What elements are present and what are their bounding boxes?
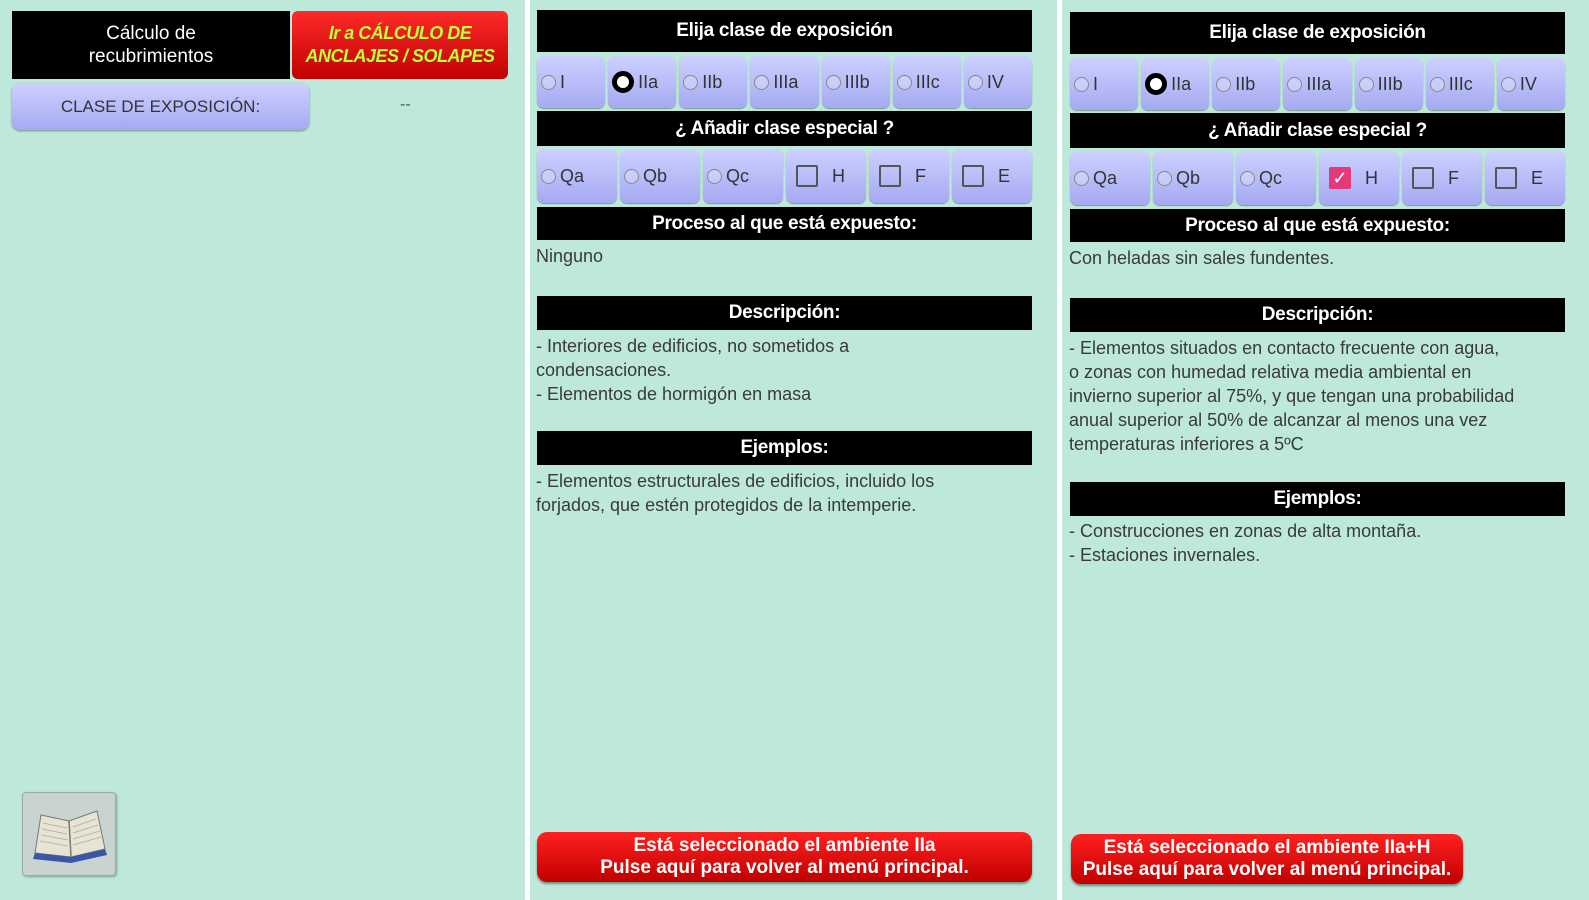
exposure-class-row: [1070, 58, 1565, 110]
class-option-iv[interactable]: [1497, 58, 1565, 110]
radio-icon: [683, 75, 698, 90]
examples-header: Ejemplos:: [537, 431, 1032, 465]
class-label: IV: [1519, 73, 1537, 94]
description-line: condensaciones.: [536, 360, 672, 380]
radio-selected-icon: [612, 71, 634, 93]
example-line: - Elementos estructurales de edificios, incluido los: [536, 471, 935, 491]
class-label: IIIa: [1306, 73, 1332, 94]
examples-header: Ejemplos:: [1070, 482, 1565, 516]
radio-icon: [1157, 171, 1172, 186]
special-class-row: [1070, 151, 1565, 205]
class-option-iia[interactable]: [608, 56, 676, 108]
special-option-qa[interactable]: [537, 149, 617, 203]
class-option-i[interactable]: [537, 56, 605, 108]
description-line: invierno superior al 75%, y que tengan una probabilidad: [1069, 386, 1515, 406]
special-class-header: ¿ Añadir clase especial ?: [537, 111, 1032, 146]
radio-icon: [1430, 77, 1445, 92]
exposure-screen-iia-h: [1062, 0, 1589, 900]
checkbox-checked-icon: ✓: [1329, 167, 1351, 189]
description-line: o zonas con humedad relativa media ambiental en: [1069, 362, 1472, 382]
special-option-qc[interactable]: [1236, 151, 1316, 205]
radio-icon: [1240, 171, 1255, 186]
description-text: [1069, 336, 1574, 456]
special-check-h[interactable]: [1319, 151, 1399, 205]
back-to-menu-button[interactable]: [1071, 834, 1463, 884]
radio-icon: [968, 75, 983, 90]
exposure-screen-iia: [530, 0, 1057, 900]
special-class-row: [537, 149, 1032, 203]
selected-environment-text: Está seleccionado el ambiente IIa: [633, 835, 936, 856]
description-line: - Elementos de hormigón en masa: [536, 384, 812, 404]
checkbox-icon: [1412, 167, 1434, 189]
radio-icon: [1501, 77, 1516, 92]
back-instruction-text: Pulse aquí para volver al menú principal.: [600, 857, 969, 878]
radio-selected-icon: [1145, 73, 1167, 95]
checkbox-icon: [879, 165, 901, 187]
clase-exposicion-button[interactable]: CLASE DE EXPOSICIÓN:: [12, 83, 309, 130]
description-line: anual superior al 50% de alcanzar al menos una vez: [1069, 410, 1488, 430]
special-label: F: [1448, 167, 1459, 188]
class-option-iib[interactable]: [1212, 58, 1280, 110]
description-header: Descripción:: [1070, 298, 1565, 332]
class-label: IIa: [1171, 73, 1192, 94]
process-header: Proceso al que está expuesto:: [1070, 209, 1565, 242]
radio-icon: [1359, 77, 1374, 92]
class-option-iiic[interactable]: [1426, 58, 1494, 110]
special-label: Qc: [726, 165, 750, 186]
book-icon[interactable]: [22, 792, 116, 876]
class-label: IIIc: [915, 71, 940, 92]
description-text: [536, 334, 1031, 406]
radio-icon: [897, 75, 912, 90]
special-label: Qc: [1259, 167, 1283, 188]
radio-icon: [541, 75, 556, 90]
special-option-qb[interactable]: [1153, 151, 1233, 205]
special-label: Qb: [643, 165, 668, 186]
checkbox-icon: [962, 165, 984, 187]
radio-icon: [541, 169, 556, 184]
description-line: - Elementos situados en contacto frecuente con agua,: [1069, 338, 1500, 358]
class-label: IIIa: [773, 71, 799, 92]
class-label: IIIb: [844, 71, 870, 92]
radio-icon: [1074, 77, 1089, 92]
special-label: F: [915, 165, 926, 186]
class-option-iiic[interactable]: [893, 56, 961, 108]
radio-icon: [707, 169, 722, 184]
special-label: Qb: [1176, 167, 1201, 188]
special-check-f[interactable]: [1402, 151, 1482, 205]
radio-icon: [754, 75, 769, 90]
special-label: Qa: [560, 165, 585, 186]
class-label: IV: [986, 71, 1004, 92]
app-title: Cálculo de recubrimientos: [12, 11, 290, 79]
main-screen: [0, 0, 525, 900]
special-label: H: [832, 165, 845, 186]
examples-text: [536, 469, 1031, 517]
class-label: IIb: [1235, 73, 1256, 94]
class-label: IIIc: [1448, 73, 1473, 94]
special-option-qb[interactable]: [620, 149, 700, 203]
anclajes-button[interactable]: Ir a CÁLCULO DE ANCLAJES / SOLAPES: [292, 11, 508, 79]
examples-text: [1069, 519, 1564, 567]
exposure-class-row: [537, 56, 1032, 108]
special-class-header: ¿ Añadir clase especial ?: [1070, 113, 1565, 148]
special-check-e[interactable]: [1485, 151, 1565, 205]
class-option-iiib[interactable]: [1355, 58, 1423, 110]
class-option-iiia[interactable]: [750, 56, 818, 108]
special-check-e[interactable]: [952, 149, 1032, 203]
special-check-h[interactable]: [786, 149, 866, 203]
class-option-iv[interactable]: [964, 56, 1032, 108]
class-label: IIb: [702, 71, 723, 92]
example-line: forjados, que estén protegidos de la intemperie.: [536, 495, 917, 515]
clase-value: --: [400, 96, 411, 113]
special-check-f[interactable]: [869, 149, 949, 203]
radio-icon: [1074, 171, 1089, 186]
class-label: I: [560, 71, 566, 92]
process-header: Proceso al que está expuesto:: [537, 207, 1032, 240]
description-line: - Interiores de edificios, no sometidos a: [536, 336, 850, 356]
radio-icon: [1216, 77, 1231, 92]
special-label: H: [1365, 167, 1378, 188]
exposure-header: Elija clase de exposición: [537, 10, 1032, 52]
checkbox-icon: [1495, 167, 1517, 189]
selected-environment-text: Está seleccionado el ambiente IIa+H: [1103, 837, 1431, 858]
back-to-menu-button[interactable]: [537, 832, 1032, 882]
back-instruction-text: Pulse aquí para volver al menú principal.: [1082, 859, 1452, 880]
class-option-iiib[interactable]: [822, 56, 890, 108]
special-label: E: [998, 165, 1011, 186]
radio-icon: [624, 169, 639, 184]
radio-icon: [826, 75, 841, 90]
example-line: - Construcciones en zonas de alta montaña.: [1069, 521, 1422, 541]
exposure-header: Elija clase de exposición: [1070, 12, 1565, 54]
class-label: IIIb: [1377, 73, 1403, 94]
class-option-iib[interactable]: [679, 56, 747, 108]
process-text: Con heladas sin sales fundentes.: [1069, 248, 1335, 268]
example-line: - Estaciones invernales.: [1069, 545, 1261, 565]
process-text: Ninguno: [536, 246, 604, 266]
class-option-iia[interactable]: [1141, 58, 1209, 110]
special-option-qc[interactable]: [703, 149, 783, 203]
special-label: Qa: [1093, 167, 1118, 188]
class-option-i[interactable]: [1070, 58, 1138, 110]
special-option-qa[interactable]: [1070, 151, 1150, 205]
description-header: Descripción:: [537, 296, 1032, 330]
description-line: temperaturas inferiores a 5ºC: [1069, 434, 1304, 454]
checkbox-icon: [796, 165, 818, 187]
class-label: IIa: [638, 71, 659, 92]
class-option-iiia[interactable]: [1283, 58, 1351, 110]
class-label: I: [1093, 73, 1099, 94]
special-label: E: [1531, 167, 1544, 188]
radio-icon: [1287, 77, 1302, 92]
